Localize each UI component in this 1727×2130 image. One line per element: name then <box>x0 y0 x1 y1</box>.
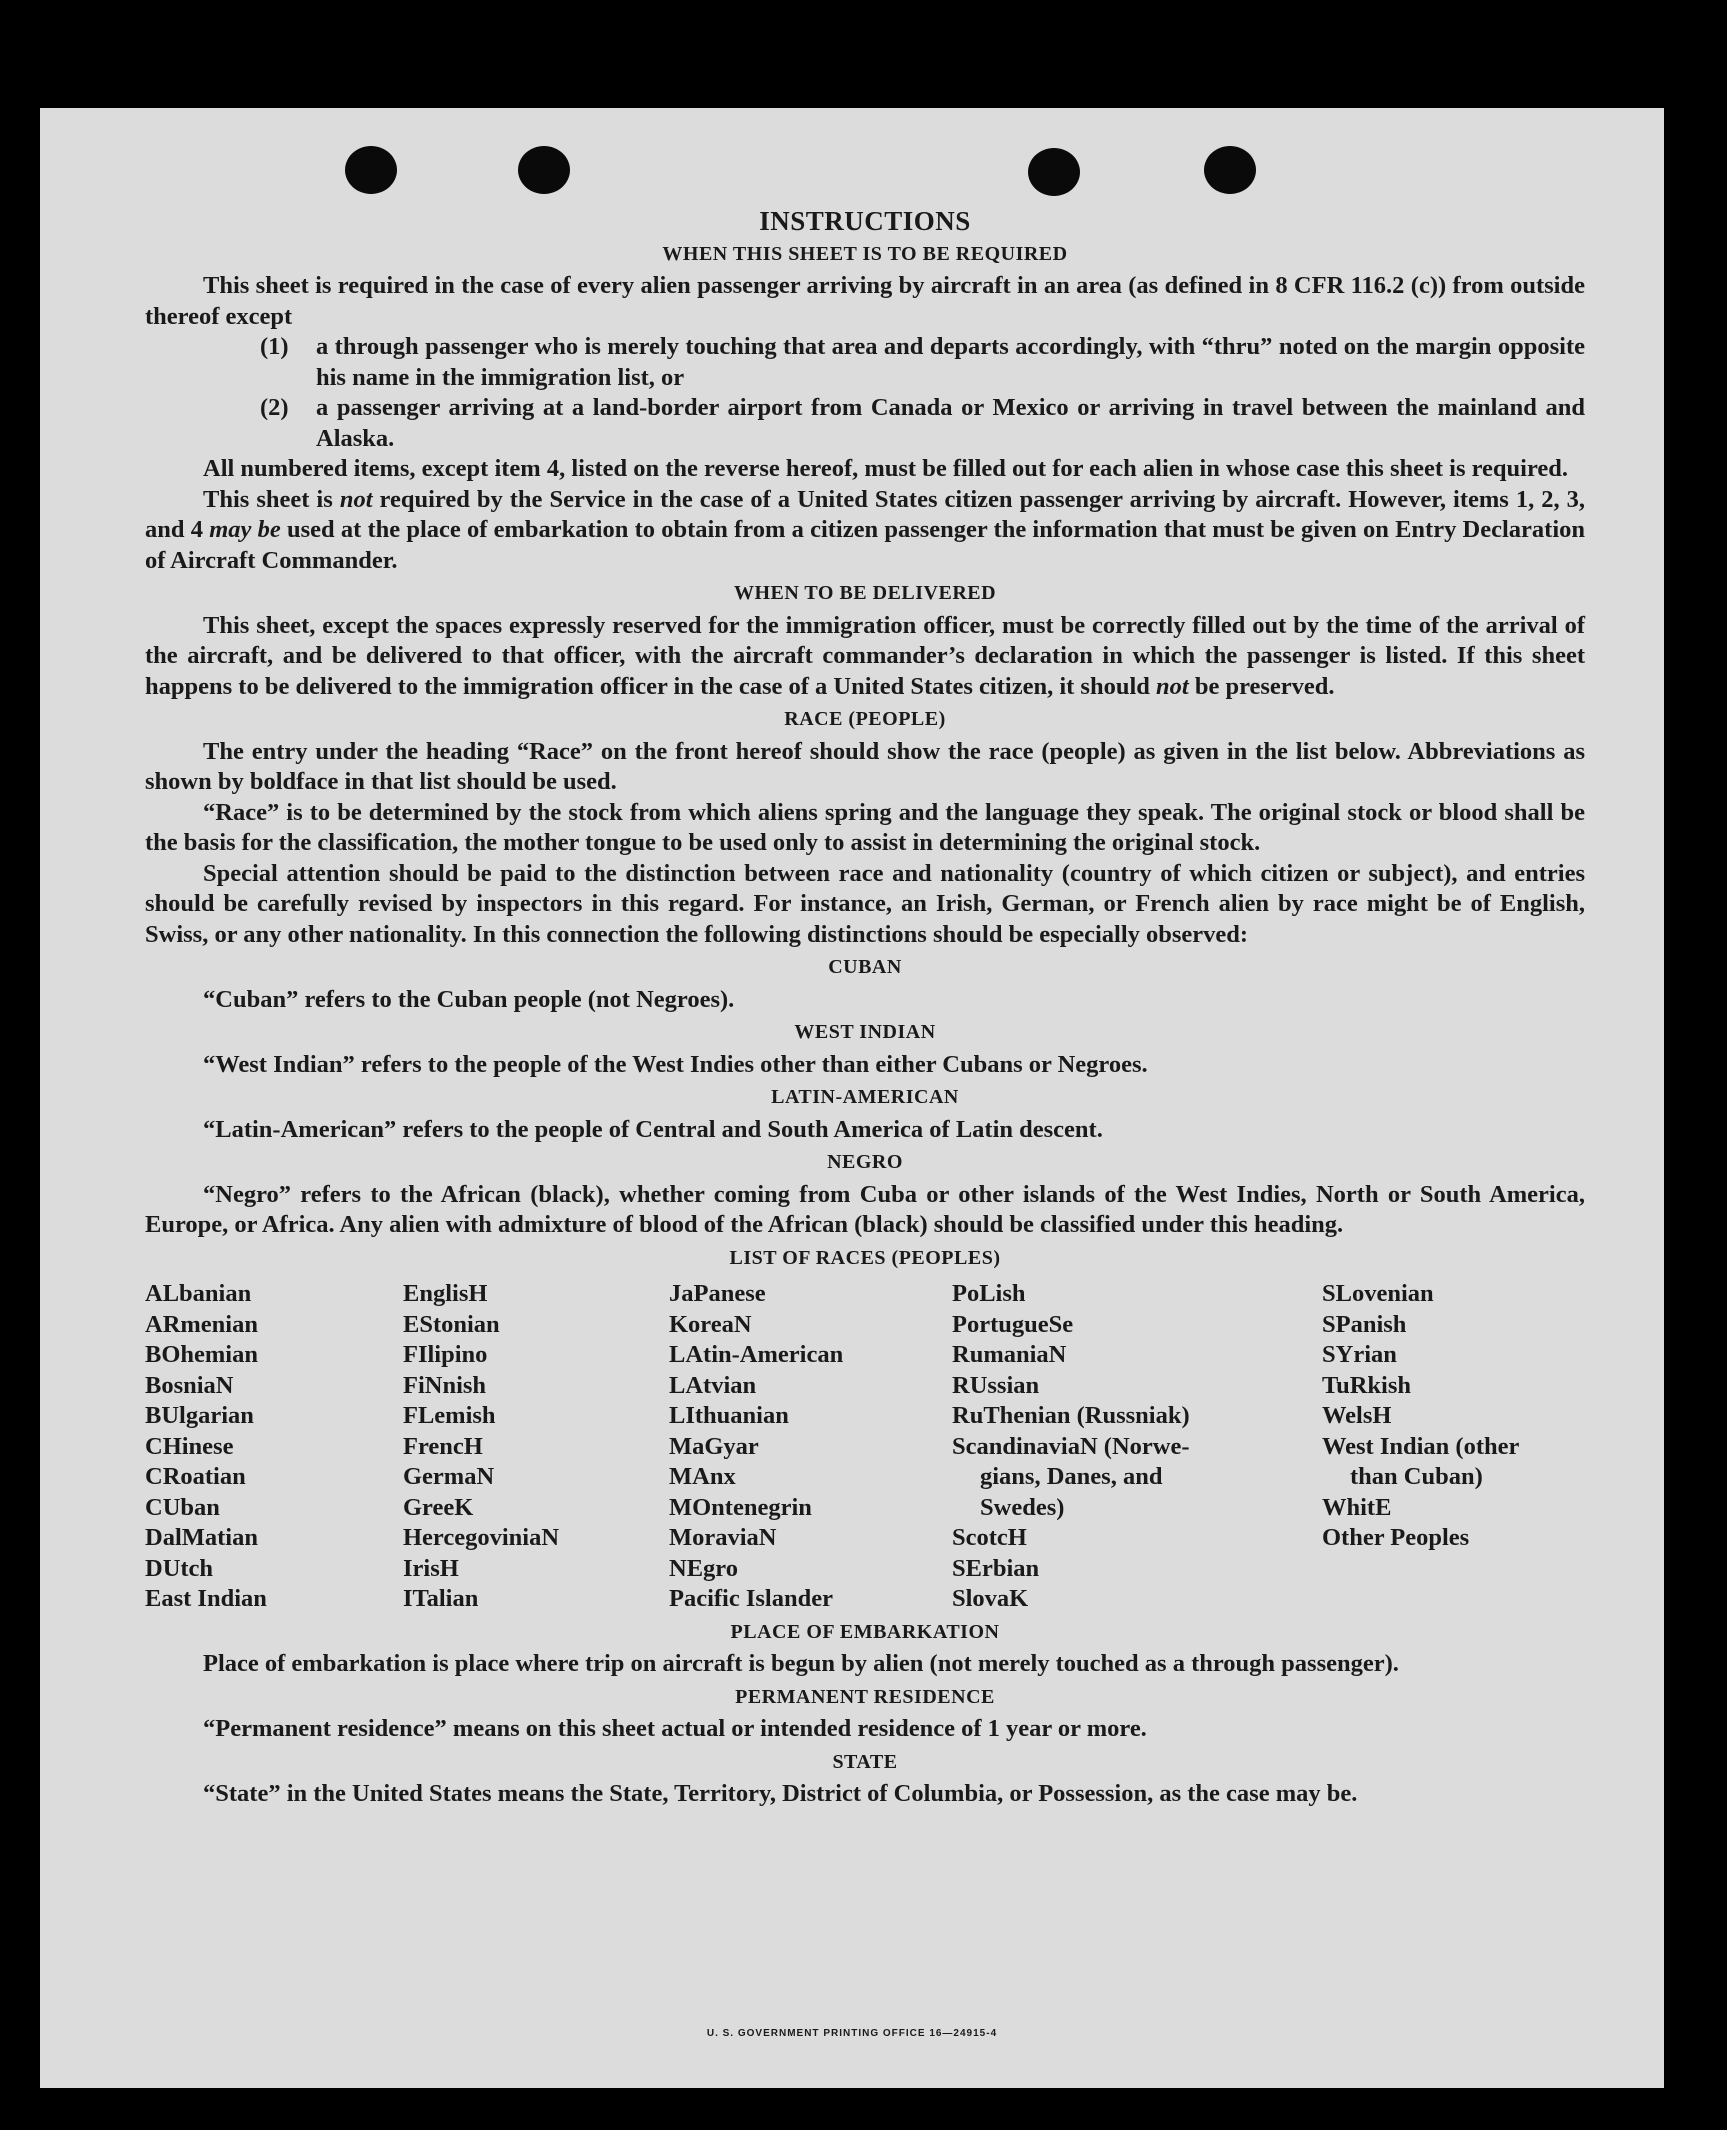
races-column <box>669 1279 952 1615</box>
punch-hole <box>1204 146 1256 194</box>
list-number: (1) <box>260 333 289 360</box>
paragraph: This sheet is required in the case of every alien passenger arriving by aircraft in an area (as defined in 8 CFR 116.2 (c)) from outside thereof except <box>145 272 1585 330</box>
race-entry: LAtvian <box>669 1371 757 1399</box>
race-entry: SYrian <box>1322 1341 1397 1368</box>
race-entry: East Indian <box>145 1585 267 1612</box>
section-heading-latin-american: LATIN-AMERICAN <box>771 1086 959 1108</box>
section-heading-cuban: CUBAN <box>828 956 902 978</box>
race-entry: CUban <box>145 1493 220 1521</box>
race-entry: WelsH <box>1322 1402 1392 1429</box>
race-entry: KoreaN <box>669 1310 752 1338</box>
race-entry: LIthuanian <box>669 1402 789 1429</box>
section-heading-races-list: LIST OF RACES (PEOPLES) <box>729 1246 1001 1269</box>
race-entry: than Cuban) <box>1350 1463 1483 1490</box>
section-heading-west-indian: WEST INDIAN <box>794 1021 936 1043</box>
paragraph: “Permanent residence” means on this sheet actual or intended residence of 1 year or more. <box>203 1715 1147 1742</box>
race-entry: RumaniaN <box>952 1341 1067 1368</box>
races-list <box>145 1279 1585 1615</box>
race-entry: MAnx <box>669 1463 736 1490</box>
races-column <box>145 1279 403 1615</box>
printer-imprint: U. S. GOVERNMENT PRINTING OFFICE 16—24915-4 <box>706 2028 998 2039</box>
paragraph: This sheet is not required by the Service in the case of a United States citizen passenger arriving by aircraft. However, items 1, 2, 3, and 4 may be used at the place of embarkation to obtain from a citizen passenger the information that must be given on Entry Declaration of Aircraft Commander. <box>145 485 1586 574</box>
paragraph: “Cuban” refers to the Cuban people (not Negroes). <box>203 985 735 1013</box>
race-entry: EStonian <box>403 1310 500 1338</box>
race-entry: HercegoviniaN <box>403 1524 560 1551</box>
race-entry: SLovenian <box>1322 1280 1434 1307</box>
race-entry: MaGyar <box>669 1432 759 1460</box>
punch-hole <box>345 146 397 194</box>
race-entry: RUssian <box>952 1371 1040 1399</box>
section-heading-state: STATE <box>832 1750 898 1773</box>
section-heading-embarkation: PLACE OF EMBARKATION <box>730 1620 1000 1643</box>
race-entry: ScotcH <box>952 1524 1027 1551</box>
section-heading-negro: NEGRO <box>827 1151 903 1173</box>
list-item <box>145 332 1585 393</box>
races-column <box>403 1279 669 1615</box>
section-heading-delivered: WHEN TO BE DELIVERED <box>733 582 997 604</box>
races-column <box>952 1279 1322 1615</box>
race-entry: MOntenegrin <box>669 1493 812 1521</box>
document-page <box>40 108 1664 2088</box>
paragraph: “Latin-American” refers to the people of Central and South America of Latin descent. <box>203 1115 1103 1143</box>
paragraph: All numbered items, except item 4, listed on the reverse hereof, must be filled out for each alien in whose case this sheet is required. <box>203 455 1569 482</box>
race-entry: WhitE <box>1322 1493 1392 1521</box>
race-entry: NEgro <box>669 1554 738 1582</box>
race-entry: EnglisH <box>403 1280 488 1307</box>
race-entry: Other Peoples <box>1322 1524 1470 1551</box>
race-entry: BosniaN <box>145 1371 234 1399</box>
section-heading-required: WHEN THIS SHEET IS TO BE REQUIRED <box>662 242 1068 265</box>
race-entry: ARmenian <box>145 1310 258 1338</box>
race-entry: DalMatian <box>145 1524 258 1551</box>
list-item <box>145 393 1585 454</box>
race-entry: PortugueSe <box>952 1310 1074 1338</box>
race-entry: BUlgarian <box>145 1402 254 1429</box>
race-entry: FLemish <box>403 1402 496 1429</box>
instructions-body <box>145 206 1585 1810</box>
paragraph: “West Indian” refers to the people of the West Indies other than either Cubans or Negroes. <box>203 1050 1148 1078</box>
race-entry: JaPanese <box>669 1280 766 1307</box>
list-text: a through passenger who is merely touching that area and departs accordingly, with “thru” noted on the margin opposite his name in the immigration list, or <box>316 333 1585 391</box>
race-entry: SErbian <box>952 1554 1040 1582</box>
page-title: INSTRUCTIONS <box>759 206 971 236</box>
race-entry: RuThenian (Russniak) <box>952 1402 1190 1429</box>
race-entry: West Indian (other <box>1322 1432 1520 1460</box>
paragraph: Place of embarkation is place where trip on aircraft is begun by alien (not merely touched as a through passenger). <box>203 1650 1399 1677</box>
race-entry: LAtin-American <box>669 1341 844 1368</box>
race-entry: CHinese <box>145 1432 234 1460</box>
paragraph: This sheet, except the spaces expressly reserved for the immigration officer, must be correctly filled out by the time of the arrival of the aircraft, and be delivered to that officer, with the aircraft commander’s declaration in which the passenger is listed. If this sheet happens to be delivered to the immigration officer in the case of a United States citizen, it should not be preserved. <box>145 611 1585 700</box>
race-entry: IrisH <box>403 1554 459 1582</box>
punch-hole <box>518 146 570 194</box>
race-entry: gians, Danes, and <box>980 1463 1163 1490</box>
race-entry: GermaN <box>403 1463 495 1490</box>
race-entry: SlovaK <box>952 1585 1029 1612</box>
race-entry: DUtch <box>145 1554 214 1582</box>
list-text: a passenger arriving at a land-border airport from Canada or Mexico or arriving in travel between the mainland and Alaska. <box>316 394 1585 452</box>
paragraph: Special attention should be paid to the distinction between race and nationality (country of which citizen or subject), and entries should be carefully revised by inspectors in this regard. For instance, an Irish, German, or French alien by race might be of English, Swiss, or any other nationality. In this connection the following distinctions should be especially observed: <box>145 859 1585 948</box>
race-entry: Swedes) <box>980 1493 1065 1521</box>
race-entry: GreeK <box>403 1493 474 1521</box>
race-entry: ITalian <box>403 1585 479 1612</box>
paragraph: “Negro” refers to the African (black), whether coming from Cuba or other islands of the West Indies, North or South America, Europe, or Africa. Any alien with admixture of blood of the African (black) should be classified under this heading. <box>145 1180 1585 1238</box>
race-entry: MoraviaN <box>669 1524 777 1551</box>
race-entry: FiNnish <box>403 1371 487 1399</box>
race-entry: SPanish <box>1322 1310 1407 1338</box>
race-entry: PoLish <box>952 1280 1026 1307</box>
race-entry: TuRkish <box>1322 1371 1412 1399</box>
punch-hole <box>1028 148 1080 196</box>
race-entry: ALbanian <box>145 1280 252 1307</box>
section-heading-race: RACE (PEOPLE) <box>784 708 946 730</box>
race-entry: CRoatian <box>145 1463 246 1490</box>
paragraph: The entry under the heading “Race” on the front hereof should show the race (people) as given in the list below. Abbreviations as shown by boldface in that list should be used. <box>145 737 1585 795</box>
list-number: (2) <box>260 394 289 421</box>
paragraph: “State” in the United States means the State, Territory, District of Columbia, or Possession, as the case may be. <box>203 1780 1358 1807</box>
races-column <box>1322 1279 1582 1615</box>
race-entry: ScandinaviaN (Norwe- <box>952 1432 1190 1460</box>
race-entry: FIlipino <box>403 1341 488 1368</box>
race-entry: BOhemian <box>145 1341 258 1368</box>
race-entry: Pacific Islander <box>669 1585 833 1612</box>
race-entry: FrencH <box>403 1432 483 1460</box>
section-heading-residence: PERMANENT RESIDENCE <box>735 1685 995 1708</box>
paragraph: “Race” is to be determined by the stock from which aliens spring and the language they speak. The original stock or blood shall be the basis for the classification, the mother tongue to be used only to assist in determining the original stock. <box>145 798 1585 856</box>
